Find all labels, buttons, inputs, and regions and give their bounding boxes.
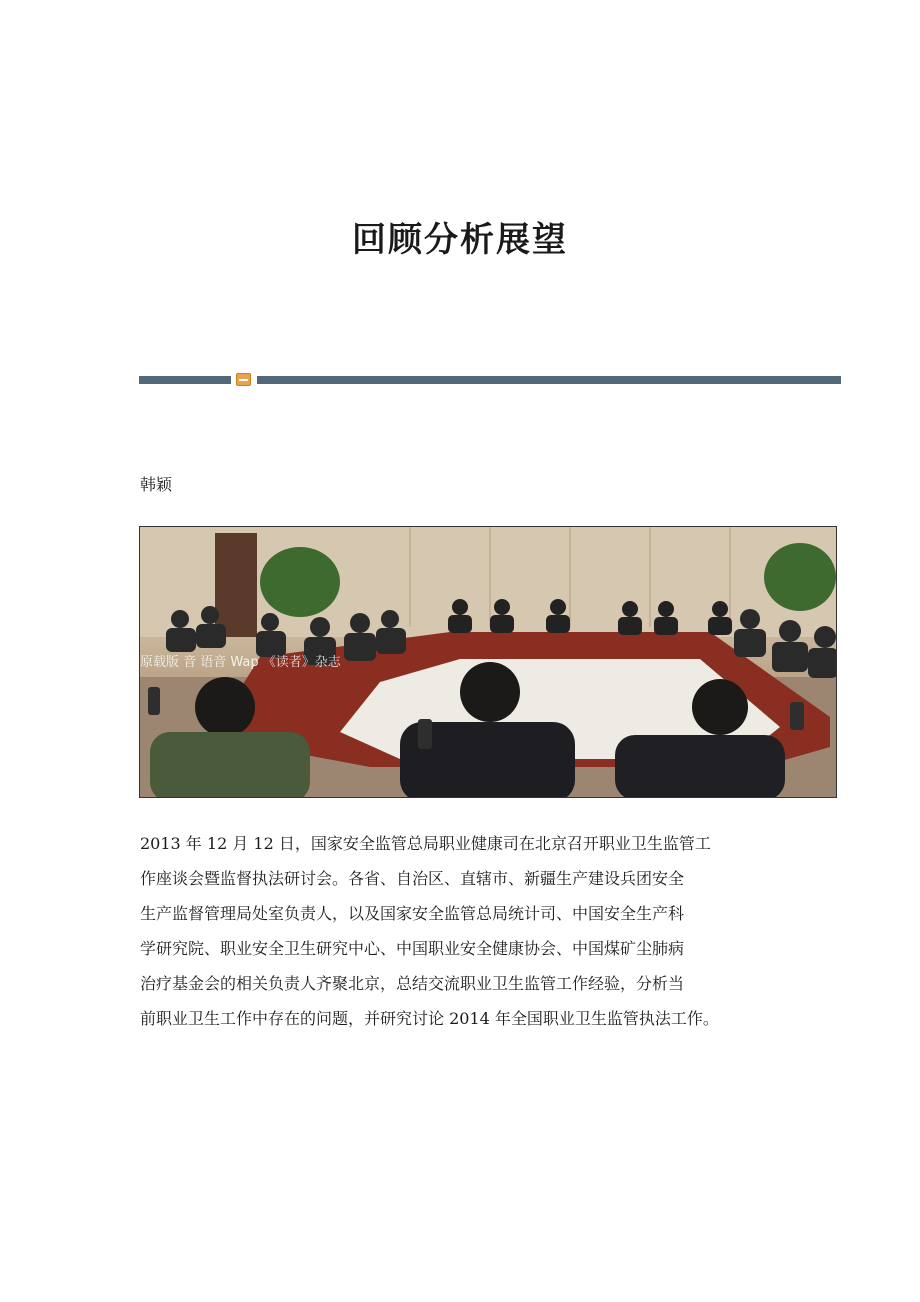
author-name: 韩颖 [140, 475, 173, 494]
body-line: 前职业卫生工作中存在的问题，并研究讨论 2014 年全国职业卫生监管执法工作。 [140, 1009, 719, 1028]
body-line: 生产监督管理局处室负责人，以及国家安全监管总局统计司、中国安全生产科 [140, 904, 685, 923]
body-line: 学研究院、职业安全卫生研究中心、中国职业安全健康协会、中国煤矿尘肺病 [140, 939, 685, 958]
photo-overlay-text: 原载版 音 语音 Wap 《读者》杂志 [140, 655, 341, 670]
body-line: 2013 年 12 月 12 日，国家安全监管总局职业健康司在北京召开职业卫生监管工 [140, 834, 711, 853]
document-title: 回顾分析展望 [352, 220, 568, 260]
divider-bar-right [257, 376, 841, 384]
body-line: 作座谈会暨监督执法研讨会。各省、自治区、直辖市、新疆生产建设兵团安全 [140, 869, 685, 888]
divider-badge-icon [236, 373, 251, 386]
section-divider [139, 373, 841, 387]
body-line: 治疗基金会的相关负责人齐聚北京，总结交流职业卫生监管工作经验，分析当 [140, 974, 685, 993]
divider-bar-left [139, 376, 231, 384]
body-paragraph [140, 826, 800, 1036]
meeting-photo [139, 526, 837, 798]
